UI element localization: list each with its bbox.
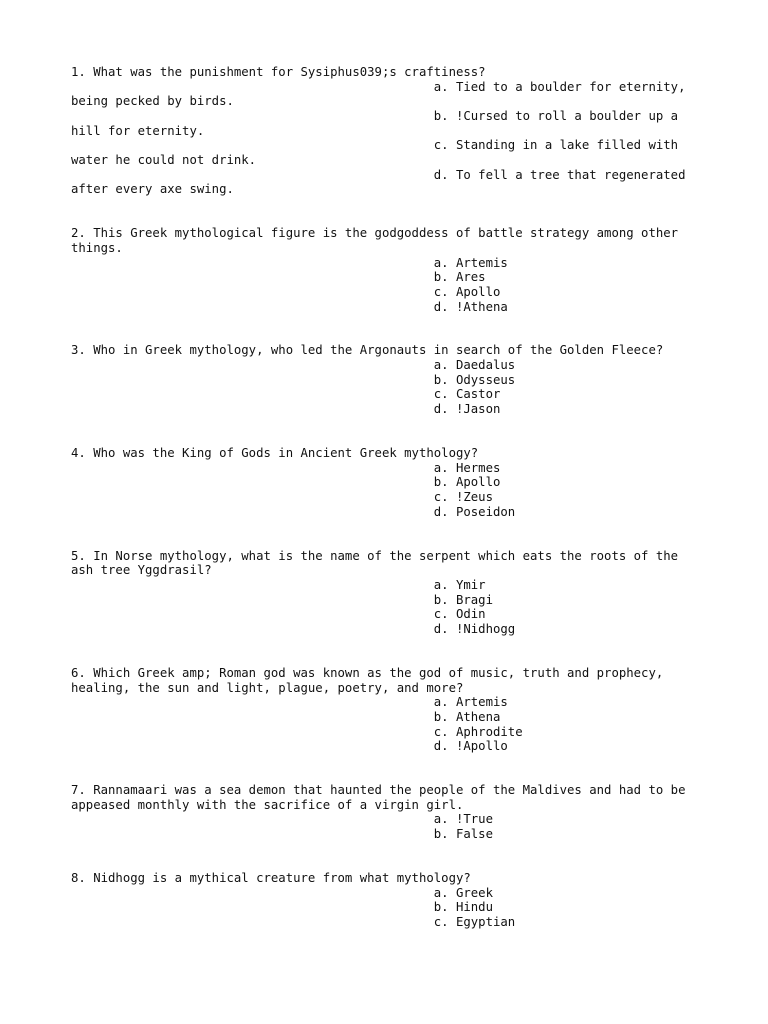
quiz-text: 1. What was the punishment for Sysiphus039;s craftiness? a. Tied to a boulder for eternity, being pecked by birds. b. !Cursed to roll a boulder up a hill for eternity. c. Standing in a lake filled with water he could not drink. d. To fell a tree that regenerated after every axe swing. 2. This Greek mythological figure is the godgoddess of battle strategy among other things. a. Artemis b. Ares c. Apollo d. !Athena 3. Who in Greek mythology, who led the Argonauts in search of the Golden Fleece? a. Daedalus b. Odysseus c. Castor d. !Jason 4. Who was the King of Gods in Ancient Greek mythology? a. Hermes b. Apollo c. !Zeus d. Poseidon 5. In Norse mythology, what is the name of the serpent which eats the roots of the ash tree Yggdrasil? a. Ymir b. Bragi c. Odin d. !Nidhogg 6. Which Greek amp; Roman god was known as the god of music, truth and prophecy, healing, the sun and light, plague, poetry, and more? a. Artemis b. Athena c. Aphrodite d. !Apollo 7. Rannamaari was a sea demon that haunted the people of the Maldives and had to be appeased monthly with the sacrifice of a virgin girl. a. !True b. False 8. Nidhogg is a mythical creature from what mythology? a. Greek b. Hindu c. Egyptian [71, 65, 686, 930]
